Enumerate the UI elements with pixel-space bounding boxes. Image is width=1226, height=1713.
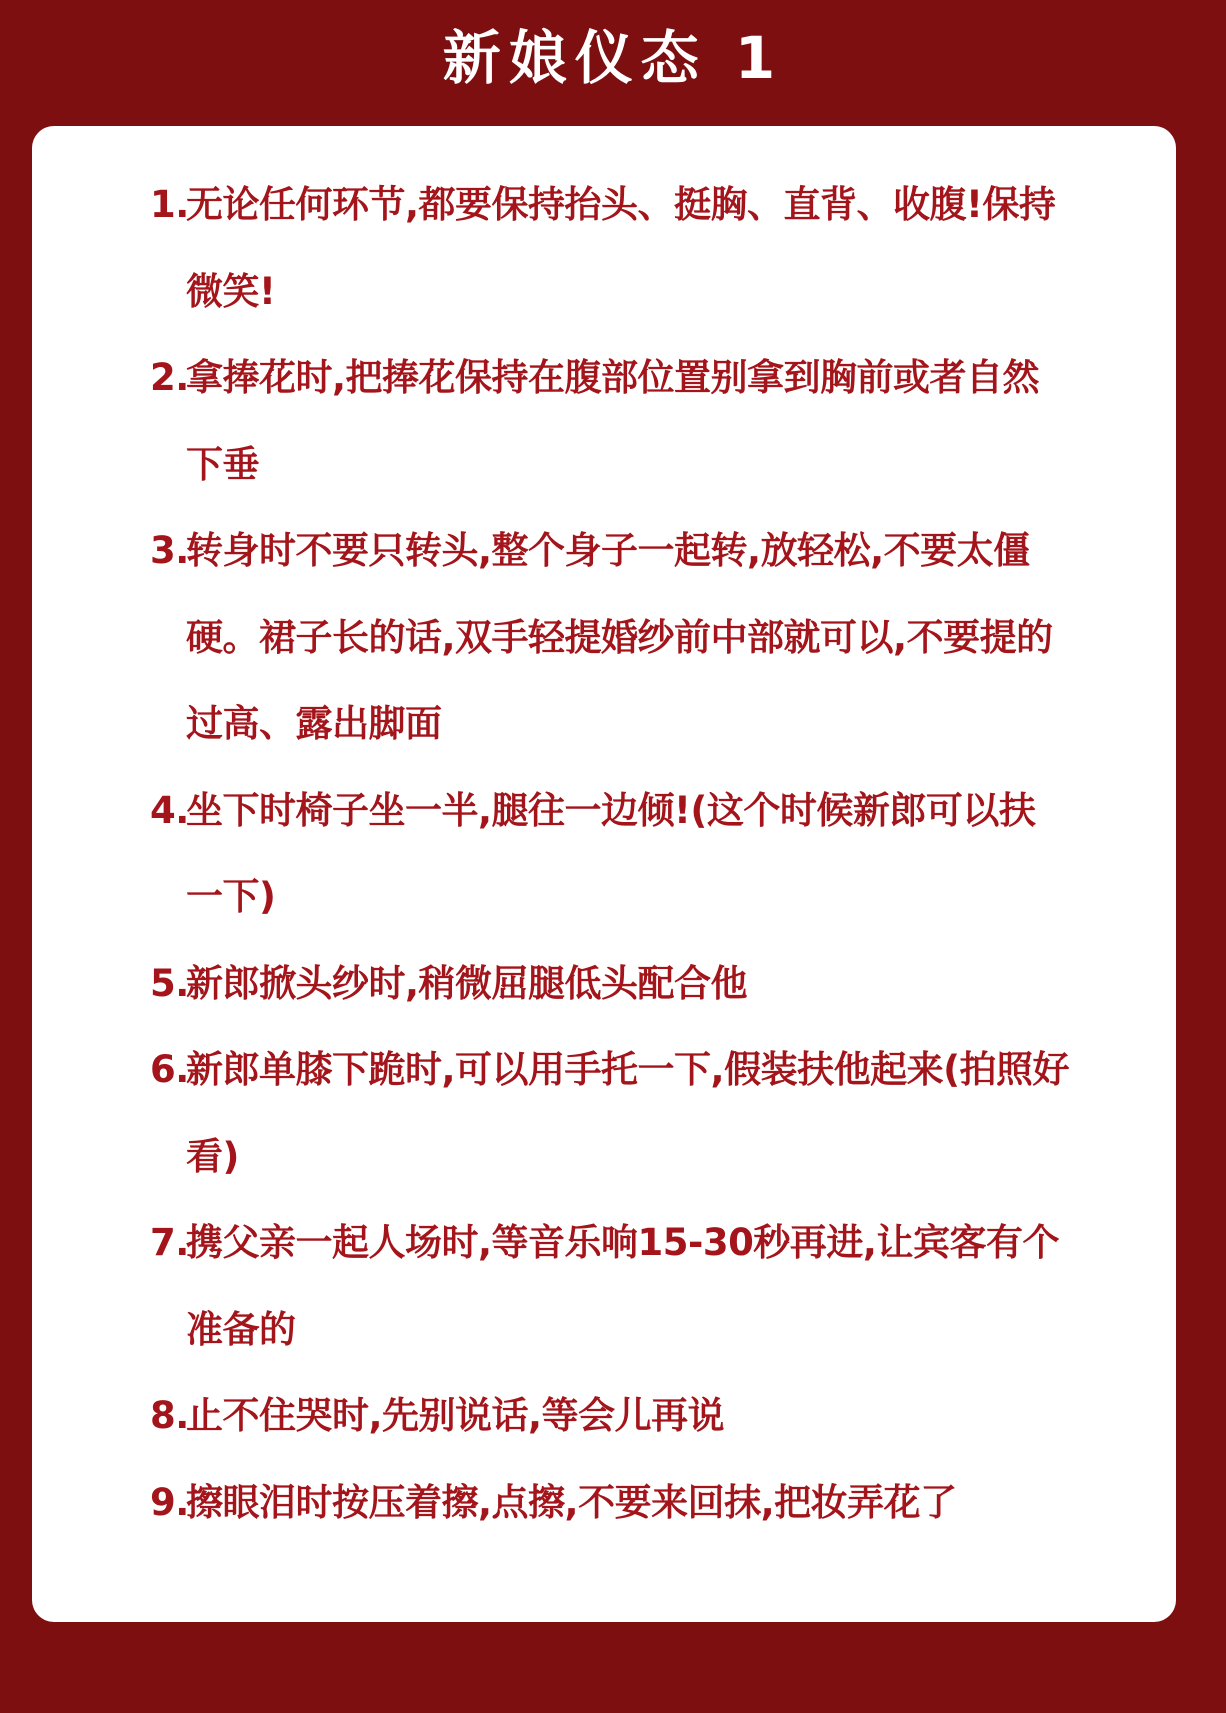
- tip-text: 止不住哭时,先别说话,等会儿再说: [186, 1394, 725, 1437]
- tip-number: 4.: [150, 788, 189, 832]
- tip-item-2: [150, 335, 1070, 508]
- tip-number: 1.: [150, 183, 189, 226]
- tip-number: 6.: [150, 1048, 189, 1091]
- tip-text: 坐下时椅子坐一半,腿往一边倾!(这个时候新郎可以扶一下): [186, 788, 1036, 918]
- tip-text: 拿捧花时,把捧花保持在腹部位置别拿到胸前或者自然下垂: [186, 356, 1040, 486]
- tip-item-9: [150, 1460, 1070, 1547]
- tip-text: 新郎掀头纱时,稍微屈腿低头配合他: [186, 961, 748, 1005]
- tip-number: 5.: [150, 961, 189, 1005]
- page-title: 新娘仪态 1: [442, 24, 784, 92]
- tip-number: 9.: [150, 1480, 189, 1524]
- tip-number: 7.: [150, 1221, 189, 1264]
- tip-item-8: [150, 1373, 1070, 1460]
- tip-text: 新郎单膝下跪时,可以用手托一下,假装扶他起来(拍照好看): [186, 1048, 1070, 1178]
- tip-number: 8.: [150, 1394, 189, 1437]
- tip-item-6: [150, 1027, 1070, 1200]
- tip-number: 3.: [150, 529, 189, 572]
- tip-text: 转身时不要只转头,整个身子一起转,放轻松,不要太僵硬。裙子长的话,双手轻提婚纱前中部就可以,不要提的过高、露出脚面: [186, 529, 1053, 745]
- tip-item-1: [150, 162, 1070, 335]
- tip-text: 携父亲一起人场时,等音乐响15-30秒再进,让宾客有个准备的: [186, 1221, 1059, 1351]
- tip-item-7: [150, 1200, 1070, 1373]
- tip-text: 擦眼泪时按压着擦,点擦,不要来回抹,把妆弄花了: [186, 1480, 957, 1524]
- tip-item-4: [150, 768, 1070, 941]
- tip-number: 2.: [150, 356, 189, 399]
- tip-item-5: [150, 941, 1070, 1028]
- tip-text: 无论任何环节,都要保持抬头、挺胸、直背、收腹!保持微笑!: [186, 183, 1056, 313]
- tips-list: [150, 162, 1070, 1546]
- tip-item-3: [150, 508, 1070, 768]
